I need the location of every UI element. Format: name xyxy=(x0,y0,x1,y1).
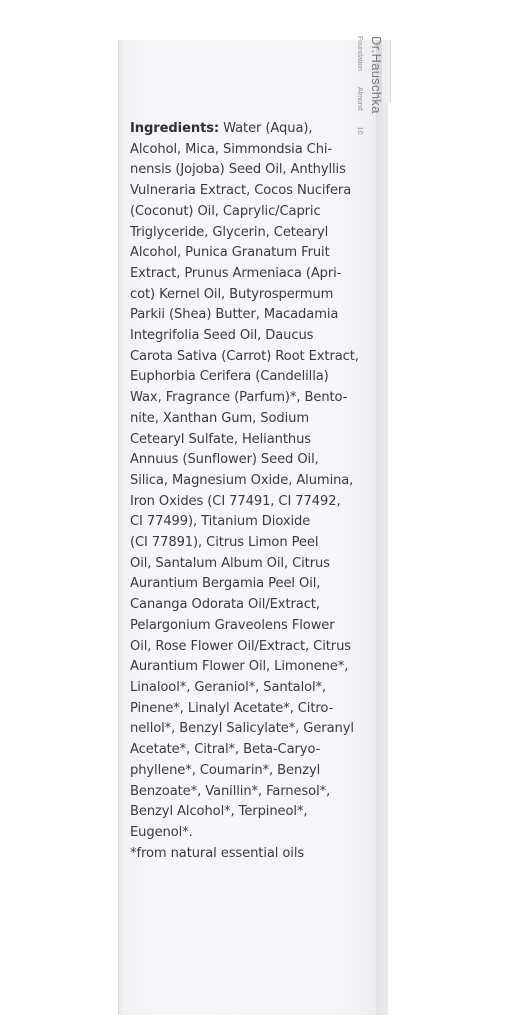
ingredient-line: Carota Sativa (Carrot) Root Extract, xyxy=(130,348,359,364)
box-side-panel xyxy=(376,102,388,1015)
side-small-line: Foundation xyxy=(356,36,363,72)
ingredient-line: Eugenol*. xyxy=(130,824,193,840)
ingredient-line: Extract, Prunus Armeniaca (Apri- xyxy=(130,265,342,281)
brand-name: Dr.Hauschka xyxy=(369,36,384,114)
ingredient-line: Aurantium Bergamia Peel Oil, xyxy=(130,576,321,592)
ingredient-line: Triglyceride, Glycerin, Cetearyl xyxy=(130,224,329,240)
ingredient-line: nensis (Jojoba) Seed Oil, Anthyllis xyxy=(130,162,346,178)
ingredient-line: Cananga Odorata Oil/Extract, xyxy=(130,597,320,613)
ingredient-line: Wax, Fragrance (Parfum)*, Bento- xyxy=(130,390,348,406)
ingredient-line: Benzyl Alcohol*, Terpineol*, xyxy=(130,804,308,820)
ingredients-label: Ingredients: xyxy=(130,121,220,136)
ingredients-first-line xyxy=(130,119,376,140)
ingredient-line: Integrifolia Seed Oil, Daucus xyxy=(130,328,314,344)
ingredient-line: Pelargonium Graveolens Flower xyxy=(130,617,335,633)
side-small-line: 10 xyxy=(356,126,363,135)
ingredient-line: Euphorbia Cerifera (Candelilla) xyxy=(130,369,329,385)
ingredient-line: Oil, Santalum Album Oil, Citrus xyxy=(130,555,330,571)
ingredient-line: (CI 77891), Citrus Limon Peel xyxy=(130,535,319,551)
ingredient-line: Pinene*, Linalyl Acetate*, Citro- xyxy=(130,700,334,716)
ingredient-line: Aurantium Flower Oil, Limonene*, xyxy=(130,659,349,675)
ingredient-line: cot) Kernel Oil, Butyrospermum xyxy=(130,286,334,302)
ingredient-line: Annuus (Sunflower) Seed Oil, xyxy=(130,452,319,468)
ingredients-first-text: Water (Aqua), xyxy=(219,121,313,136)
ingredient-line: Vulneraria Extract, Cocos Nucifera xyxy=(130,183,352,199)
ingredient-line: nellol*, Benzyl Salicylate*, Geranyl xyxy=(130,721,354,737)
ingredient-line: Acetate*, Citral*, Beta-Caryo- xyxy=(130,742,321,758)
ingredient-line: (Coconut) Oil, Caprylic/Capric xyxy=(130,203,321,219)
ingredient-line: Iron Oxides (CI 77491, CI 77492, xyxy=(130,493,341,509)
side-small-line: Almond xyxy=(356,86,363,111)
ingredient-line: Alcohol, Punica Granatum Fruit xyxy=(130,245,330,261)
ingredient-line: phyllene*, Coumarin*, Benzyl xyxy=(130,762,321,778)
ingredient-line: Oil, Rose Flower Oil/Extract, Citrus xyxy=(130,638,351,654)
ingredient-line: Benzoate*, Vanillin*, Farnesol*, xyxy=(130,783,331,799)
ingredient-line: Parkii (Shea) Butter, Macadamia xyxy=(130,307,339,323)
ingredient-line: CI 77499), Titanium Dioxide xyxy=(130,514,311,530)
ingredient-line: Cetearyl Sulfate, Helianthus xyxy=(130,431,311,447)
ingredients-list xyxy=(130,119,376,864)
ingredient-line: Linalool*, Geraniol*, Santalol*, xyxy=(130,679,327,695)
ingredient-line: Silica, Magnesium Oxide, Alumina, xyxy=(130,472,354,488)
ingredient-line: nite, Xanthan Gum, Sodium xyxy=(130,410,310,426)
footnote: *from natural essential oils xyxy=(130,845,305,861)
ingredient-line: Alcohol, Mica, Simmondsia Chi- xyxy=(130,141,333,157)
